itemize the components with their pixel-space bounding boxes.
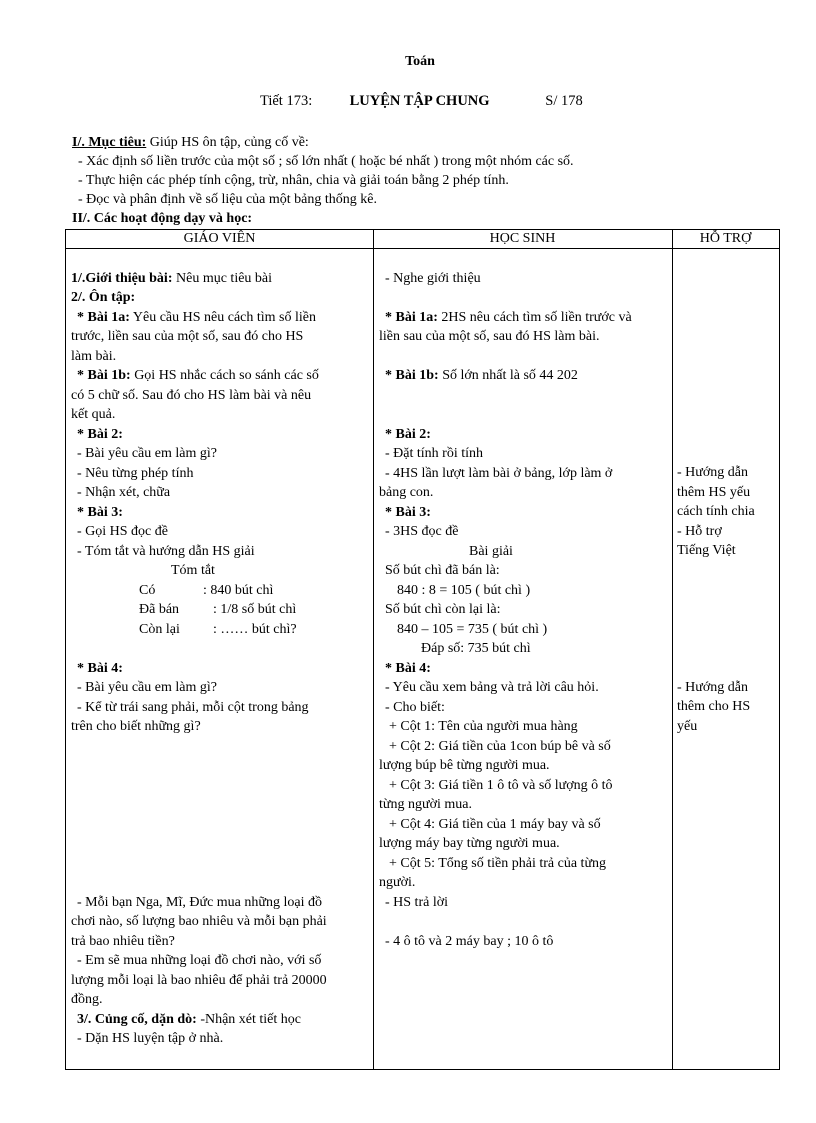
support-note: thêm cho HS bbox=[677, 699, 751, 714]
text-line: - 4 ô tô và 2 máy bay ; 10 ô tô bbox=[385, 933, 554, 949]
objectives-intro: Giúp HS ôn tập, củng cố về: bbox=[149, 135, 309, 150]
lesson-name: LUYỆN TẬP CHUNG bbox=[349, 93, 490, 109]
support-note: thêm HS yếu bbox=[677, 484, 751, 500]
text-line: trả bao nhiêu tiền? bbox=[71, 933, 175, 949]
teacher-column bbox=[71, 249, 369, 1049]
text-line: - 4HS lần lượt làm bài ở bảng, lớp làm ở bbox=[385, 465, 613, 481]
text-line: - Mỗi bạn Nga, Mĩ, Đức mua những loại đồ bbox=[77, 894, 322, 910]
text-line: - Nghe giới thiệu bbox=[385, 270, 481, 286]
student-column bbox=[379, 249, 671, 951]
text-line: liền sau của một số, sau đó HS làm bài. bbox=[379, 329, 600, 344]
activities-heading: II/. Các hoạt động dạy và học: bbox=[72, 211, 253, 226]
objectives-heading: I/. Mục tiêu: bbox=[72, 135, 147, 150]
text-line: từng người mua. bbox=[379, 797, 472, 812]
column-desc: + Cột 5: Tổng số tiền phải trả của từng bbox=[389, 855, 607, 871]
solution-line: 840 – 105 = 735 ( bút chì ) bbox=[397, 621, 548, 637]
header-support: HỖ TRỢ bbox=[699, 231, 752, 246]
text-line: - Tóm tắt và hướng dẫn HS giải bbox=[77, 543, 255, 559]
text-line: người. bbox=[379, 875, 416, 890]
exercise-3-heading: * Bài 3: bbox=[77, 504, 123, 520]
column-divider bbox=[672, 230, 673, 1069]
intro-row: 1/.Giới thiệu bài: Nêu mục tiêu bài bbox=[71, 270, 273, 286]
solution-line: Số bút chì đã bán là: bbox=[385, 563, 500, 578]
text-line: - Em sẽ mua những loại đồ chơi nào, với số bbox=[77, 953, 322, 968]
review-heading: 2/. Ôn tập: bbox=[71, 290, 136, 305]
summary-row: Đã bán : 1/8 số bút chì bbox=[139, 602, 297, 617]
column-desc: + Cột 2: Giá tiền của 1con búp bê và số bbox=[389, 738, 611, 754]
objective-item: - Thực hiện các phép tính cộng, trừ, nhân, chia và giải toán bằng 2 phép tính. bbox=[78, 173, 509, 188]
text-line: trên cho biết những gì? bbox=[71, 719, 201, 734]
summary-row: Còn lại : …… bút chì? bbox=[139, 621, 297, 637]
text-line: - Đặt tính rồi tính bbox=[385, 446, 483, 461]
text-line: có 5 chữ số. Sau đó cho HS làm bài và nêu bbox=[71, 387, 312, 403]
support-note: - Hướng dẫn bbox=[677, 679, 748, 695]
objective-item: - Xác định số liền trước của một số ; số lớn nhất ( hoặc bé nhất ) trong một nhóm các số. bbox=[78, 154, 574, 169]
summary-title: Tóm tắt bbox=[171, 563, 215, 578]
text-line: - Cho biết: bbox=[385, 699, 445, 715]
column-divider bbox=[373, 230, 374, 1069]
text-line: - Nêu từng phép tính bbox=[77, 465, 194, 481]
text-line: - Gọi HS đọc đề bbox=[77, 524, 168, 539]
exercise-4-heading: * Bài 4: bbox=[77, 660, 123, 676]
exercise-2-heading: * Bài 2: bbox=[77, 426, 123, 442]
lesson-table bbox=[65, 229, 780, 1070]
exercise-1a: * Bài 1a: Yêu cầu HS nêu cách tìm số liền bbox=[77, 309, 316, 325]
solution-line: Số bút chì còn lại là: bbox=[385, 602, 501, 617]
subject-title: Toán bbox=[405, 54, 435, 69]
text-line: làm bài. bbox=[71, 348, 117, 364]
text-line: lượng búp bê từng người mua. bbox=[379, 758, 550, 773]
exercise-4-heading: * Bài 4: bbox=[385, 660, 431, 676]
support-note: Tiếng Việt bbox=[677, 543, 736, 558]
text-line: - Dặn HS luyện tập ở nhà. bbox=[77, 1031, 224, 1046]
lesson-number: Tiết 173: bbox=[260, 93, 313, 109]
solution-title: Bài giải bbox=[469, 543, 513, 559]
column-desc: + Cột 1: Tên của người mua hàng bbox=[389, 719, 578, 734]
text-line: - 3HS đọc đề bbox=[385, 524, 459, 539]
text-line: đồng. bbox=[71, 992, 103, 1007]
support-column bbox=[677, 249, 777, 736]
column-desc: + Cột 4: Giá tiền của 1 máy bay và số bbox=[389, 816, 601, 832]
text-line: - Bài yêu cầu em làm gì? bbox=[77, 446, 217, 461]
closing-row: 3/. Củng cố, dặn dò: -Nhận xét tiết học bbox=[77, 1011, 301, 1027]
support-note: - Hỗ trợ bbox=[677, 523, 722, 539]
objectives-line bbox=[72, 133, 309, 153]
support-note: cách tính chia bbox=[677, 504, 755, 519]
support-note: yếu bbox=[677, 718, 698, 734]
text-line: - HS trả lời bbox=[385, 894, 449, 910]
page-ref: S/ 178 bbox=[545, 93, 583, 109]
exercise-2-heading: * Bài 2: bbox=[385, 426, 431, 442]
text-line: - Nhận xét, chữa bbox=[77, 485, 171, 500]
header-teacher: GIÁO VIÊN bbox=[183, 231, 256, 246]
exercise-1b: * Bài 1b: Số lớn nhất là số 44 202 bbox=[385, 368, 578, 383]
exercise-3-heading: * Bài 3: bbox=[385, 504, 431, 520]
text-line: - Bài yêu cầu em làm gì? bbox=[77, 680, 217, 695]
exercise-1b: * Bài 1b: Gọi HS nhắc cách so sánh các số bbox=[77, 368, 319, 383]
solution-line: 840 : 8 = 105 ( bút chì ) bbox=[397, 582, 531, 598]
text-line: bảng con. bbox=[379, 485, 434, 500]
text-line: trước, liền sau của một số, sau đó cho HS bbox=[71, 329, 304, 344]
summary-row: Có : 840 bút chì bbox=[139, 582, 274, 598]
text-line: lượng máy bay từng người mua. bbox=[379, 836, 560, 851]
text-line: lượng mỗi loại là bao nhiêu để phải trả 20000 bbox=[71, 972, 327, 988]
objective-item: - Đọc và phân định về số liệu của một bảng thống kê. bbox=[78, 192, 377, 207]
text-line: - Kể từ trái sang phải, mỗi cột trong bảng bbox=[77, 699, 309, 715]
solution-answer: Đáp số: 735 bút chì bbox=[421, 641, 531, 656]
exercise-1a: * Bài 1a: 2HS nêu cách tìm số liền trước và bbox=[385, 309, 632, 325]
column-desc: + Cột 3: Giá tiền 1 ô tô và số lượng ô tô bbox=[389, 777, 613, 793]
support-note: - Hướng dẫn bbox=[677, 465, 748, 480]
text-line: kết quả. bbox=[71, 407, 116, 422]
header-student: HỌC SINH bbox=[489, 231, 556, 246]
text-line: chơi nào, số lượng bao nhiêu và mỗi bạn phải bbox=[71, 914, 327, 929]
text-line: - Yêu cầu xem bảng và trả lời câu hỏi. bbox=[385, 680, 599, 695]
lesson-line bbox=[260, 92, 583, 112]
